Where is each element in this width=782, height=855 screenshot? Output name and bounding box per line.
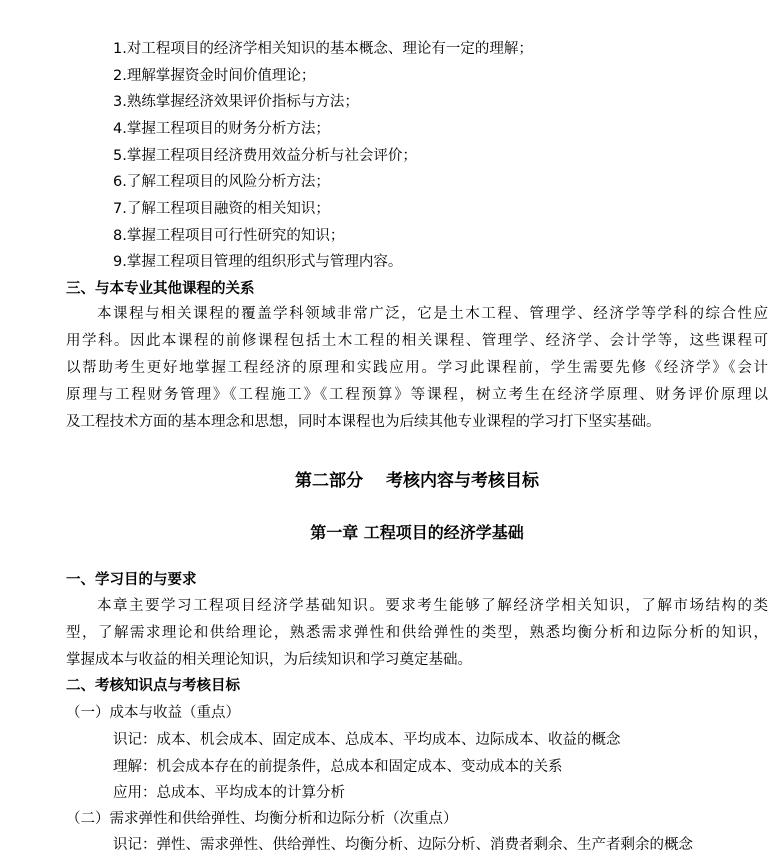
section-heading-assessment: 二、考核知识点与考核目标 [66, 678, 240, 694]
objective-item: 5.掌握工程项目经济费用效益分析与社会评价； [113, 148, 417, 164]
chapter-title: 第一章 工程项目的经济学基础 [310, 523, 524, 542]
assessment-detail: 识记：成本、机会成本、固定成本、总成本、平均成本、边际成本、收益的概念 [113, 732, 621, 748]
assessment-detail: 理解：机会成本存在的前提条件，总成本和固定成本、变动成本的关系 [113, 759, 563, 775]
assessment-detail: 应用：总成本、平均成本的计算分析 [113, 785, 345, 801]
paragraph-line: 用学科。因此本课程的前修课程包括土木工程的相关课程、管理学、经济学、会计学等，这些课程可 [66, 333, 768, 349]
paragraph-line: 及工程技术方面的基本理念和思想，同时本课程也为后续其他专业课程的学习打下坚实基础。 [66, 414, 661, 430]
objective-item: 3.熟练掌握经济效果评价指标与方法； [113, 94, 359, 110]
paragraph-line: 本章主要学习工程项目经济学基础知识。要求考生能够了解经济学相关知识，了解市场结构的类 [97, 598, 768, 614]
objective-item: 1.对工程项目的经济学相关知识的基本概念、理论有一定的理解； [113, 41, 533, 57]
objective-item: 2.理解掌握资金时间价值理论； [113, 68, 316, 84]
paragraph-line: 以帮助考生更好地掌握工程经济的原理和实践应用。学习此课程前，学生需要先修《经济学》《会计 [66, 360, 768, 376]
objective-item: 8.掌握工程项目可行性研究的知识； [113, 228, 345, 244]
paragraph-line: 本课程与相关课程的覆盖学科领域非常广泛，它是土木工程、管理学、经济学等学科的综合性应 [97, 306, 768, 322]
assessment-item-elasticity: （二）需求弹性和供给弹性、均衡分析和边际分析（次重点） [66, 811, 458, 827]
assessment-item-cost-revenue: （一）成本与收益（重点） [66, 705, 240, 721]
objective-item: 6.了解工程项目的风险分析方法； [113, 174, 330, 190]
paragraph-line: 型，了解需求理论和供给理论，熟悉需求弹性和供给弹性的类型，熟悉均衡分析和边际分析的知识， [66, 625, 768, 641]
objective-item: 7.了解工程项目融资的相关知识； [113, 201, 330, 217]
assessment-detail: 识记：弹性、需求弹性、供给弹性、均衡分析、边际分析、消费者剩余、生产者剩余的概念 [113, 837, 693, 853]
paragraph-line: 原理与工程财务管理》《工程施工》《工程预算》等课程，树立考生在经济学原理、财务评价原理以 [66, 387, 768, 403]
part-title: 第二部分 考核内容与考核目标 [295, 471, 539, 491]
objective-item: 9.掌握工程项目管理的组织形式与管理内容。 [113, 254, 403, 270]
section-heading-learning-goals: 一、学习目的与要求 [66, 572, 197, 588]
objective-item: 4.掌握工程项目的财务分析方法； [113, 121, 330, 137]
section-heading-course-relations: 三、与本专业其他课程的关系 [66, 281, 255, 297]
paragraph-line: 掌握成本与收益的相关理论知识，为后续知识和学习奠定基础。 [66, 652, 472, 668]
